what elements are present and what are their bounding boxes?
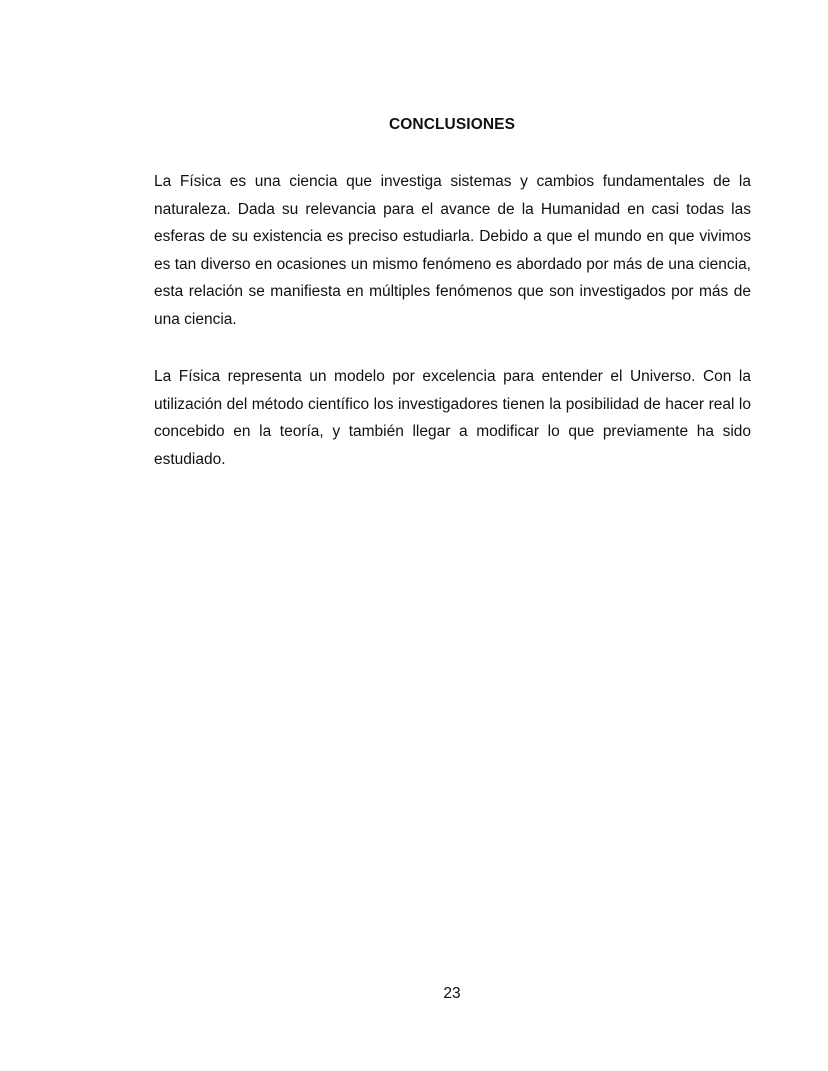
page-title: CONCLUSIONES (388, 116, 516, 133)
paragraph-2: La Física representa un modelo por excelencia para entender el Universo. Con la utilización del método científico los investigadores tienen la posibilidad de hacer real lo concebido en la teoría, y también llegar a modificar lo que previamente ha sido estudiado. (154, 368, 751, 468)
page-number: 23 (443, 985, 461, 1002)
paragraph-1: La Física es una ciencia que investiga sistemas y cambios fundamentales de la naturaleza. Dada su relevancia para el avance de la Humanidad en casi todas las esferas de su existencia es preciso estudiarla. Debido a que el mundo en que vivimos es tan diverso en ocasiones un mismo fenómeno es abordado por más de una ciencia, esta relación se manifiesta en múltiples fenómenos que son investigados por más de una ciencia. (154, 173, 751, 328)
